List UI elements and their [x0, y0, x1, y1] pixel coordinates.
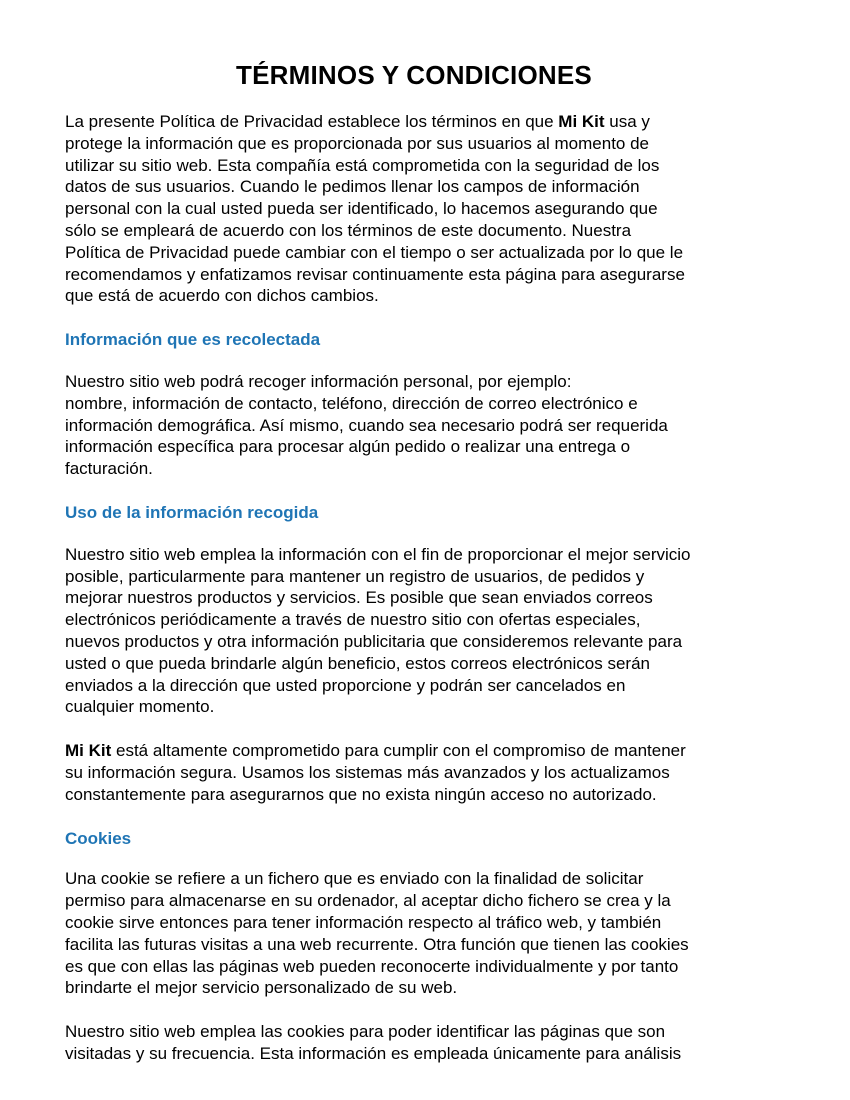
uso-paragraph: [65, 544, 783, 718]
commitment-paragraph: [65, 740, 783, 805]
info-line: facturación.: [65, 459, 153, 479]
brand-name: Mi Kit: [558, 112, 605, 131]
brand-name: Mi Kit: [65, 741, 112, 761]
intro-line: sólo se empleará de acuerdo con los términos de este documento. Nuestra: [65, 220, 632, 240]
info-paragraph: [65, 371, 783, 480]
section-heading-info: Información que es recolectada: [65, 330, 321, 350]
cookies-line: permiso para almacenarse en su ordenador, al aceptar dicho fichero se crea y la: [65, 891, 671, 911]
uso-line: usted o que pueda brindarle algún beneficio, estos correos electrónicos serán: [65, 653, 650, 673]
intro-line: La presente Política de Privacidad establece los términos en que Mi Kit usa y: [65, 112, 650, 131]
intro-line: personal con la cual usted pueda ser identificado, lo hacemos asegurando que: [65, 199, 658, 219]
section-heading-uso: Uso de la información recogida: [65, 502, 319, 522]
intro-paragraph: [65, 111, 783, 307]
commitment-line: constantemente para asegurarnos que no exista ningún acceso no autorizado.: [65, 784, 657, 804]
cookies-line: brindarte el mejor servicio personalizado de su web.: [65, 978, 458, 998]
intro-line: recomendamos y enfatizamos revisar continuamente esta página para asegurarse: [65, 264, 685, 284]
info-line: Nuestro sitio web podrá recoger información personal, por ejemplo:: [65, 371, 572, 391]
cookies-line: visitadas y su frecuencia. Esta información es empleada únicamente para análisis: [65, 1043, 682, 1063]
section-heading-cookies: Cookies: [65, 828, 132, 848]
info-line: información demográfica. Así mismo, cuando sea necesario podrá ser requerida: [65, 415, 668, 435]
commitment-line: Mi Kit está altamente comprometido para cumplir con el compromiso de mantener: [65, 741, 686, 761]
intro-line: utilizar su sitio web. Esta compañía está comprometida con la seguridad de los: [65, 155, 660, 175]
uso-line: nuevos productos y otra información publicitaria que consideremos relevante para: [65, 631, 683, 651]
uso-line: posible, particularmente para mantener un registro de usuarios, de pedidos y: [65, 566, 645, 586]
intro-line: protege la información que es proporcionada por sus usuarios al momento de: [65, 133, 650, 153]
uso-line: mejorar nuestros productos y servicios. Es posible que sean enviados correos: [65, 588, 653, 608]
cookies-line: cookie sirve entonces para tener información respecto al tráfico web, y también: [65, 912, 662, 932]
page-title: TÉRMINOS Y CONDICIONES: [236, 60, 592, 90]
intro-line: datos de sus usuarios. Cuando le pedimos llenar los campos de información: [65, 177, 640, 197]
uso-line: enviados a la dirección que usted proporcione y podrán ser cancelados en: [65, 675, 626, 695]
intro-line: que está de acuerdo con dichos cambios.: [65, 286, 379, 306]
uso-line: electrónicos periódicamente a través de nuestro sitio con ofertas especiales,: [65, 610, 641, 630]
uso-line: cualquier momento.: [65, 697, 215, 717]
uso-line: Nuestro sitio web emplea la información con el fin de proporcionar el mejor servicio: [65, 544, 691, 564]
commitment-line: su información segura. Usamos los sistemas más avanzados y los actualizamos: [65, 762, 670, 782]
info-line: nombre, información de contacto, teléfono, dirección de correo electrónico e: [65, 393, 638, 413]
intro-line: Política de Privacidad puede cambiar con el tiempo o ser actualizada por lo que le: [65, 242, 684, 262]
cookies-line: facilita las futuras visitas a una web recurrente. Otra función que tienen las cookies: [65, 934, 689, 954]
cookies-line: es que con ellas las páginas web pueden reconocerte individualmente y por tanto: [65, 956, 679, 976]
document-body: [65, 111, 783, 1087]
cookies-paragraph: [65, 868, 783, 999]
cookies-paragraph-2: [65, 1021, 783, 1065]
cookies-line: Una cookie se refiere a un fichero que es enviado con la finalidad de solicitar: [65, 869, 644, 889]
info-line: información específica para procesar algún pedido o realizar una entrega o: [65, 437, 631, 457]
cookies-line: Nuestro sitio web emplea las cookies para poder identificar las páginas que son: [65, 1022, 666, 1042]
